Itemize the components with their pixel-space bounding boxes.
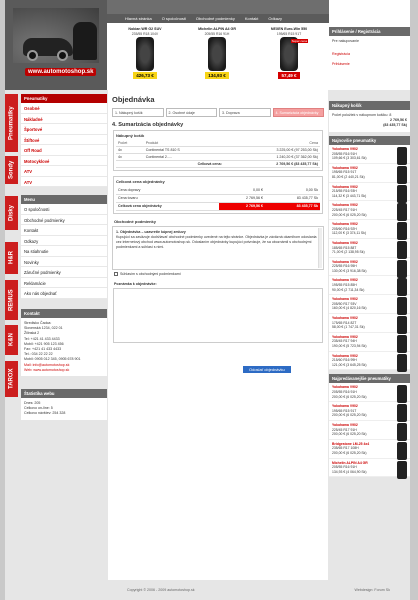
- contact-line: Žilinská 2: [24, 331, 40, 336]
- page: [5, 0, 410, 600]
- login-box: [329, 27, 410, 79]
- newest-title: Najnovšie pneumatiky: [329, 136, 410, 145]
- note-textarea[interactable]: [113, 288, 323, 343]
- tire-thumb: [397, 404, 407, 422]
- terms-section: [113, 219, 323, 224]
- menu-item-contact[interactable]: Kontakt: [21, 225, 107, 236]
- cart-total: 2 769,56 € (83 435,77 Sk): [224, 161, 320, 168]
- cell-product[interactable]: Continental 2.....: [144, 154, 224, 161]
- nav-links[interactable]: Odkazy: [268, 16, 282, 21]
- product-dims: 225/55 R16 95H: [332, 264, 357, 269]
- product-price: 114,32 € (3 443,71 Sk): [332, 193, 367, 198]
- tire-name: Nokian WR G2 SUV: [128, 27, 162, 31]
- contact-web-link[interactable]: Web: www.automotoshop.sk: [24, 367, 70, 372]
- product-name: Yokohama V902: [332, 240, 358, 245]
- tab-probes[interactable]: Sondy: [5, 156, 18, 184]
- contact-email-link[interactable]: Mail: info@automotoshop.sk: [24, 362, 70, 367]
- order-total-label: Celková cena objednávky: [116, 202, 219, 210]
- product-item[interactable]: [329, 383, 410, 402]
- tire-name: Michelin ALPIN A4 GR: [198, 27, 236, 31]
- product-item[interactable]: [329, 440, 410, 459]
- product-dims: 225/45 R17 91H: [332, 427, 357, 432]
- stats-text: [21, 398, 107, 420]
- product-item[interactable]: [329, 276, 410, 295]
- note-label: Poznámka k objednávke:: [114, 281, 157, 286]
- tire-thumb: [397, 461, 407, 479]
- menu-item-news[interactable]: Novinky: [21, 257, 107, 268]
- product-price: 81,00 € (2 440,21 Sk): [332, 174, 365, 179]
- product-price: 58,00 € (1 747,31 Sk): [332, 325, 365, 330]
- product-item[interactable]: [329, 295, 410, 314]
- cart-label: Nákupný košík: [116, 133, 145, 138]
- tire-thumb: [397, 423, 407, 441]
- product-dims: 205/55 R16 91H: [332, 389, 357, 394]
- product-dims: 205/60 R16 92H: [332, 226, 357, 231]
- product-price: 121,00 € (3 645,25 Sk): [332, 362, 367, 367]
- product-item[interactable]: [329, 239, 410, 258]
- tab-tires[interactable]: Pneumatiky: [5, 94, 18, 152]
- cart-total-sk: (83 435,77 Sk): [383, 123, 407, 127]
- table-row: [116, 161, 320, 168]
- scrollbar[interactable]: [318, 228, 322, 268]
- order-total-eur: 2 769,56 €: [219, 202, 265, 210]
- tab-tarox[interactable]: TAROX: [5, 361, 18, 397]
- menu-title: Menu: [21, 195, 107, 204]
- product-item[interactable]: [329, 201, 410, 220]
- menu-item-atv[interactable]: ATV: [21, 166, 107, 177]
- tire-image: [280, 37, 307, 71]
- tire-price: 426,73 €: [133, 72, 157, 79]
- table-row: [116, 154, 320, 161]
- tire-thumb: [397, 203, 407, 221]
- tire-thumb: [397, 147, 407, 165]
- tire-thumb: [397, 166, 407, 184]
- product-price: 190,00 € (5 723,94 Sk): [332, 344, 367, 348]
- bestsellers-title: Najpredávanejšie pneumatiky: [329, 374, 410, 383]
- product-item[interactable]: [329, 314, 410, 333]
- product-name: Yokohama V902: [332, 353, 358, 358]
- contact-line: Tel: +421 41 433 4433: [24, 336, 60, 341]
- cart-title: Nákupný košík: [329, 101, 410, 110]
- section-title: 4. Sumarizácia objednávky: [112, 122, 184, 128]
- menu-item-moto[interactable]: Motocyklové: [21, 156, 107, 167]
- contact-line: Mobil: +421 905 123 456: [24, 341, 64, 346]
- stats-line: Dnes: 205: [24, 401, 41, 405]
- product-name: Yokohama V902: [332, 297, 358, 302]
- product-price: 112,00 € (3 374,11 Sk): [332, 231, 366, 236]
- product-dims: 205/55 R16 91H: [332, 151, 357, 156]
- product-name: Yokohama V902: [332, 165, 358, 170]
- product-item[interactable]: [329, 333, 410, 352]
- product-item[interactable]: [329, 402, 410, 421]
- terms-label: Obchodné podmienky: [114, 218, 157, 224]
- cell-label: Cena dopravy: [116, 186, 219, 194]
- promo-tire[interactable]: [253, 27, 325, 87]
- agree-row: [114, 272, 322, 276]
- cell-price: 1 240,20 € (37 362,00 Sk): [224, 154, 320, 161]
- product-price: 200,00 € (6 025,20 Sk): [332, 212, 367, 217]
- contact-text: [21, 318, 107, 376]
- cell-eur: 2 769,56 €: [219, 194, 265, 202]
- product-price: 160,00 € (4 820,16 Sk): [332, 306, 367, 311]
- agree-checkbox[interactable]: [114, 272, 118, 276]
- table-row: [116, 186, 320, 194]
- right-column: [329, 27, 410, 479]
- agree-label[interactable]: Súhlasím s obchodnými podmienkami: [120, 271, 181, 276]
- product-name: Yokohama V902: [332, 184, 358, 189]
- tires-menu: [21, 94, 107, 187]
- product-dims: 185/65 R15 88T: [332, 245, 357, 250]
- newest-box: [329, 136, 410, 370]
- promo-tire[interactable]: [181, 27, 253, 87]
- product-dims: 195/65 R15 91T: [332, 170, 357, 175]
- nav-contact[interactable]: Kontakt: [244, 16, 259, 21]
- main-content: [108, 90, 328, 580]
- product-name: Yokohama V902: [332, 385, 358, 390]
- tire-thumb: [397, 354, 407, 372]
- submit-order-button[interactable]: Odoslať objednávku: [243, 366, 291, 373]
- login-text: Pre nakupovanie: [332, 39, 359, 43]
- product-price: 200,00 € (6 025,20 Sk): [332, 413, 367, 418]
- product-price: 200,00 € (6 025,20 Sk): [332, 432, 367, 437]
- tire-price: 134,93 €: [205, 72, 229, 79]
- promo-tire[interactable]: [109, 27, 181, 87]
- menu-item-warranty[interactable]: Záručné podmienky: [21, 267, 107, 278]
- login-body: [329, 36, 410, 79]
- order-steps: [112, 108, 324, 117]
- order-total-section: [113, 176, 323, 214]
- product-dims: 205/55 R16 91H: [332, 465, 357, 470]
- tire-size: 205/55 R16 91H: [204, 32, 230, 36]
- product-dims: 195/65 R15 91T: [332, 408, 357, 413]
- menu-item-complaints[interactable]: Reklamácie: [21, 278, 107, 289]
- tires-menu-title: Pneumatiky: [21, 94, 107, 103]
- product-dims: 225/45 R17 91H: [332, 207, 357, 212]
- product-item[interactable]: [329, 352, 410, 371]
- contact-line: Mobil: 0905 012 345, 0905 678 901: [24, 357, 81, 362]
- col-qty: Počet: [116, 140, 144, 147]
- order-total-sk: 83 435,77 Sk: [265, 202, 320, 210]
- product-item[interactable]: [329, 258, 410, 277]
- contact-box: [21, 309, 107, 376]
- product-price: 71,00 € (2 138,95 Sk): [332, 250, 365, 255]
- tire-image: [208, 37, 226, 71]
- cell-empty: [116, 161, 144, 168]
- cell-product[interactable]: Continental TS 810 S: [144, 147, 224, 154]
- menu-item-truck[interactable]: Nákladné: [21, 114, 107, 125]
- product-name: Yokohama V902: [332, 203, 358, 208]
- step-personal[interactable]: 2. Osobné údaje: [166, 108, 218, 117]
- product-item[interactable]: [329, 421, 410, 440]
- menu-item-passenger[interactable]: Osobné: [21, 103, 107, 114]
- product-price: 130,00 € (3 916,38 Sk): [332, 268, 367, 273]
- nav-about[interactable]: O spoločnosti: [161, 16, 186, 21]
- contact-line: Tel.: 034 22 22 22: [24, 352, 53, 357]
- logo[interactable]: [5, 0, 107, 90]
- tire-thumb: [397, 260, 407, 278]
- top-nav: [107, 14, 329, 23]
- super-price-badge: Super cena: [291, 39, 307, 43]
- menu-item-how-to-order[interactable]: Ako nás objednať: [21, 288, 107, 299]
- bestsellers-box: [329, 374, 410, 477]
- product-dims: 205/50 R17 93V: [332, 301, 357, 306]
- cart-text: Počet položiek v nákupnom košíku: 8: [332, 113, 392, 117]
- product-dims: 215/60 R16 99H: [332, 358, 357, 363]
- tab-remus[interactable]: REMUS: [5, 280, 18, 320]
- register-link[interactable]: Registrácia: [332, 52, 350, 56]
- top-bar: [107, 0, 329, 14]
- tire-thumb: [397, 297, 407, 315]
- table-row: [116, 194, 320, 202]
- cart-box: [329, 101, 410, 132]
- terms-scrollbox[interactable]: [112, 226, 324, 270]
- copyright: Copyright © 2006 - 2009 automotoshop.sk: [127, 588, 195, 592]
- tab-kn[interactable]: K&N: [5, 325, 18, 355]
- product-dims: 235/45 R17 94H: [332, 339, 357, 344]
- product-dims: 195/55 R15 85H: [332, 283, 357, 288]
- cell-qty: 4x: [116, 147, 144, 154]
- product-item[interactable]: [329, 459, 410, 478]
- product-name: Michelin ALPIN A4 GR: [332, 460, 368, 465]
- product-item[interactable]: [329, 145, 410, 164]
- logo-image: [13, 8, 99, 63]
- tire-size: 235/55 R18 104V: [131, 32, 159, 36]
- tire-thumb: [397, 241, 407, 259]
- menu-item-downloads[interactable]: Na stiahnutie: [21, 246, 107, 257]
- product-item[interactable]: [329, 164, 410, 183]
- product-name: Yokohama V902: [332, 259, 358, 264]
- product-name: Yokohama V902: [332, 278, 358, 283]
- terms-text: Kupujúci sa zaväzuje dodržiavať obchodné podmienky uvedené na tejto stránke. Objednávka je záväzná okamihom odoslania cez internetový obchod www.automotoshop.sk. Odoslaním objednávky kupujúci potvrdzuje, že sa oboznámil s obchodnými podmienkami a súhlasí s nimi.: [116, 234, 317, 249]
- stats-line: Celkovo návštev: 254 328: [24, 411, 66, 416]
- menu-item-sport[interactable]: Športové: [21, 124, 107, 135]
- step-cart[interactable]: 1. Nákupný košík: [112, 108, 164, 117]
- wheel-icon: [27, 50, 38, 61]
- nav-home[interactable]: Hlavná stránka: [125, 16, 152, 21]
- cart-total-label: Celková cena:: [144, 161, 224, 168]
- stats-line: Celkovo on-line: 5: [24, 406, 53, 411]
- logo-text: www.automotoshop.sk: [25, 68, 96, 76]
- order-label: Celková cena objednávky: [116, 179, 165, 184]
- tire-size: 195/65 R15 91T: [276, 32, 302, 36]
- contact-line: Fax: +421 41 433 4433: [24, 347, 62, 352]
- product-name: Yokohama V902: [332, 334, 358, 339]
- step-summary: 4. Sumarizácia objednávky: [273, 108, 325, 117]
- product-name: Yokohama V902: [332, 222, 358, 227]
- cell-qty: 4x: [116, 154, 144, 161]
- tab-hr[interactable]: H&R: [5, 242, 18, 274]
- step-delivery[interactable]: 3. Doprava: [219, 108, 271, 117]
- product-dims: 175/65 R14 82T: [332, 320, 357, 325]
- product-price: 109,66 € (3 303,61 Sk): [332, 156, 367, 161]
- order-table: [116, 186, 320, 211]
- product-price: 200,00 € (6 025,20 Sk): [332, 450, 367, 455]
- tire-thumb: [397, 222, 407, 240]
- product-price: 200,00 € (6 025,20 Sk): [332, 394, 367, 399]
- nav-terms[interactable]: Obchodné podmienky: [195, 16, 235, 21]
- cart-section: [113, 130, 323, 171]
- login-title: Prihlásenie / Registrácia: [329, 27, 410, 36]
- tire-thumb: [397, 185, 407, 203]
- cell-label: Cena tovaru: [116, 194, 219, 202]
- footer: [107, 588, 410, 598]
- cell-eur: 0,00 €: [219, 186, 265, 194]
- stats-title: Štatistika webu: [21, 389, 107, 398]
- table-row: [116, 202, 320, 210]
- product-name: Yokohama V902: [332, 316, 358, 321]
- product-price: 134,93 € (4 064,90 Sk): [332, 469, 367, 474]
- menu-item-atv2[interactable]: ATV: [21, 177, 107, 188]
- stats-box: [21, 389, 107, 420]
- contact-title: Kontakt: [21, 309, 107, 318]
- tire-thumb: [397, 385, 407, 403]
- tire-thumb: [397, 335, 407, 353]
- contact-line: Stredisko Čadca:: [24, 321, 52, 325]
- product-name: Yokohama V902: [332, 147, 358, 151]
- motorcycle-image: [73, 22, 97, 60]
- cell-sk: 83 435,77 Sk: [265, 194, 320, 202]
- tire-image: [136, 37, 154, 71]
- tire-thumb: [397, 442, 407, 460]
- product-name: Bridgestone LM-25 4x4: [332, 441, 370, 446]
- wheel-icon: [57, 50, 68, 61]
- cart-table: [116, 140, 320, 168]
- product-item[interactable]: [329, 183, 410, 202]
- login-link[interactable]: Prihlásenie: [332, 62, 350, 66]
- product-price: 90,00 € (2 711,34 Sk): [332, 287, 365, 292]
- menu-item-about[interactable]: O spoločnosti: [21, 204, 107, 215]
- menu-item-offroad[interactable]: Off Road: [21, 145, 107, 156]
- col-price: Cena: [224, 140, 320, 147]
- tire-thumb: [397, 316, 407, 334]
- webdesign-credit[interactable]: Webdesign: Forum Sk: [354, 588, 390, 592]
- col-product: Produkt: [144, 140, 224, 147]
- cart-total: 2 769,56 €: [390, 118, 407, 122]
- menu-item-links[interactable]: Odkazy: [21, 236, 107, 247]
- cell-price: 3 225,00 € (97 253,00 Sk): [224, 147, 320, 154]
- main-menu: [21, 195, 107, 299]
- tire-price: 57,49 €: [278, 72, 299, 79]
- page-title: Objednávka: [112, 95, 155, 104]
- terms-heading: 1. Objednávka – uzavretie kúpnej zmluvy: [116, 229, 186, 234]
- cart-body: [329, 110, 410, 132]
- product-dims: 235/65 R17 108H: [332, 446, 359, 451]
- tire-name: NEXEN Euro-Win 550: [270, 27, 308, 31]
- product-name: Yokohama V902: [332, 404, 358, 409]
- contact-line: Slovenská 1234, 022 01: [24, 326, 63, 331]
- tab-wheels[interactable]: Disky: [5, 196, 18, 230]
- table-row: [116, 147, 320, 154]
- tire-thumb: [397, 278, 407, 296]
- product-name: Yokohama V902: [332, 422, 358, 427]
- cell-sk: 0,00 Sk: [265, 186, 320, 194]
- product-item[interactable]: [329, 220, 410, 239]
- menu-item-terms[interactable]: Obchodné podmienky: [21, 215, 107, 226]
- menu-item-studded[interactable]: Štiftové: [21, 135, 107, 146]
- product-dims: 215/55 R16 93H: [332, 189, 357, 194]
